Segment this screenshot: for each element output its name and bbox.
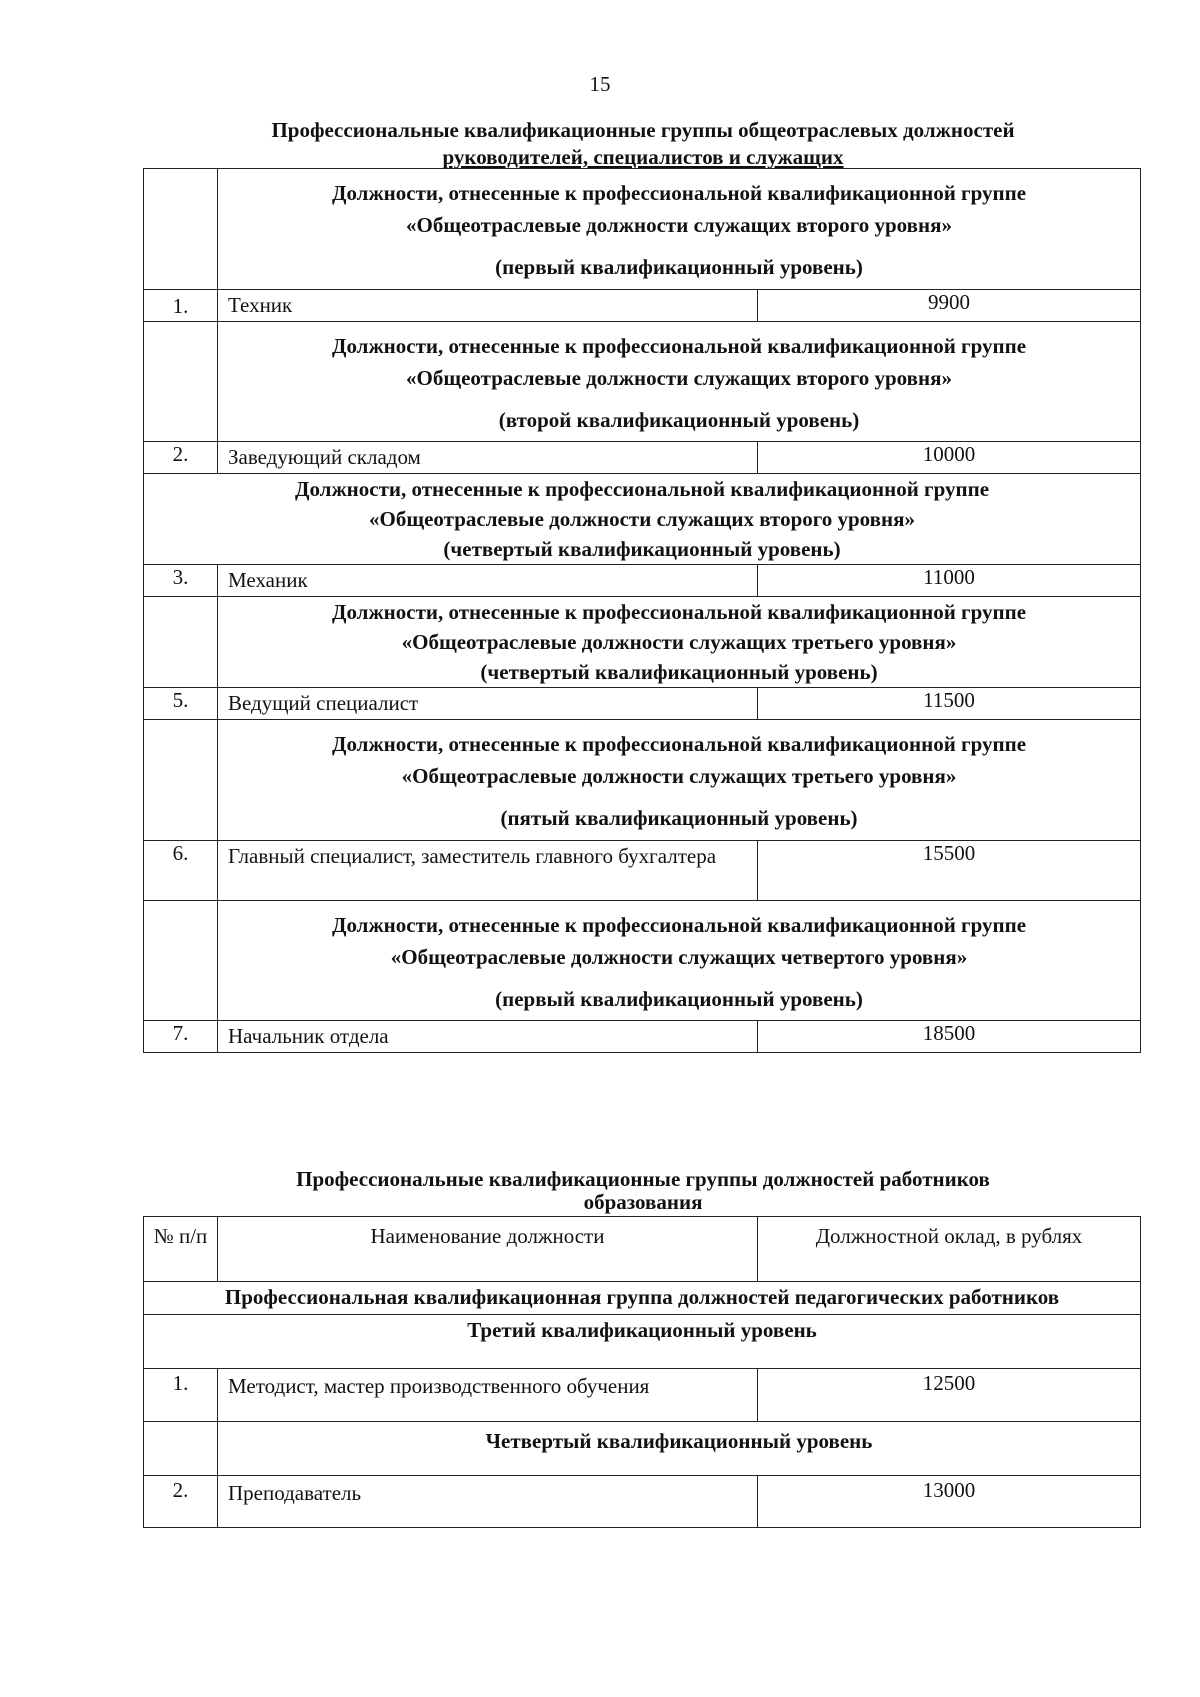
group-header-row [144,169,1141,290]
group-header: Должности, отнесенные к профессиональной квалификационной группе «Общеотраслевые должности служащих третьего уровня» (пятый квалификационный уровень) [218,720,1141,841]
column-header-salary: Должностной оклад, в рублях [758,1217,1141,1282]
group-header: Должности, отнесенные к профессиональной квалификационной группе «Общеотраслевые должности служащих третьего уровня» (четвертый квалификационный уровень) [218,597,1141,688]
group-header: Должности, отнесенные к профессиональной квалификационной группе «Общеотраслевые должности служащих четвертого уровня» (первый квалификационный уровень) [218,901,1141,1021]
level-row [144,1422,1141,1476]
table-row: 1. Техник 9900 [144,290,1141,322]
group-header-row [144,720,1141,841]
group-title: Профессиональная квалификационная группа должностей педагогических работников [144,1282,1141,1315]
education-positions-table [143,1216,1141,1528]
column-header-row [144,1217,1141,1282]
group-header-row [144,597,1141,688]
table-row: 3. Механик 11000 [144,565,1141,597]
section2-title: Профессиональные квалификационные группы должностей работников образования [296,1167,990,1214]
table-row: 7. Начальник отдела 18500 [144,1021,1141,1053]
group-header: Должности, отнесенные к профессиональной квалификационной группе «Общеотраслевые должности служащих второго уровня» (первый квалификационный уровень) [218,169,1141,290]
group-title-row [144,1282,1141,1315]
table-row: 2. Преподаватель 13000 [144,1476,1141,1528]
group-header-row [144,474,1141,565]
table-row: 5. Ведущий специалист 11500 [144,688,1141,720]
group-header-row [144,322,1141,442]
general-positions-table [143,168,1141,1053]
table-row: 1. Методист, мастер производственного обучения 12500 [144,1369,1141,1422]
level-row [144,1315,1141,1369]
table-row: 2. Заведующий складом 10000 [144,442,1141,474]
level-header: Четвертый квалификационный уровень [218,1422,1141,1476]
table-row: 6. Главный специалист, заместитель главного бухгалтера 15500 [144,841,1141,901]
level-header: Третий квалификационный уровень [144,1315,1141,1369]
page-number: 15 [589,72,611,96]
group-header-row [144,901,1141,1021]
group-header: Должности, отнесенные к профессиональной квалификационной группе «Общеотраслевые должности служащих второго уровня» (четвертый квалификационный уровень) [144,474,1141,565]
section1-title: Профессиональные квалификационные группы общеотраслевых должностей руководителей, специалистов и служащих [271,118,1015,169]
column-header-num: № п/п [144,1217,218,1282]
column-header-name: Наименование должности [218,1217,758,1282]
group-header: Должности, отнесенные к профессиональной квалификационной группе «Общеотраслевые должности служащих второго уровня» (второй квалификационный уровень) [218,322,1141,442]
